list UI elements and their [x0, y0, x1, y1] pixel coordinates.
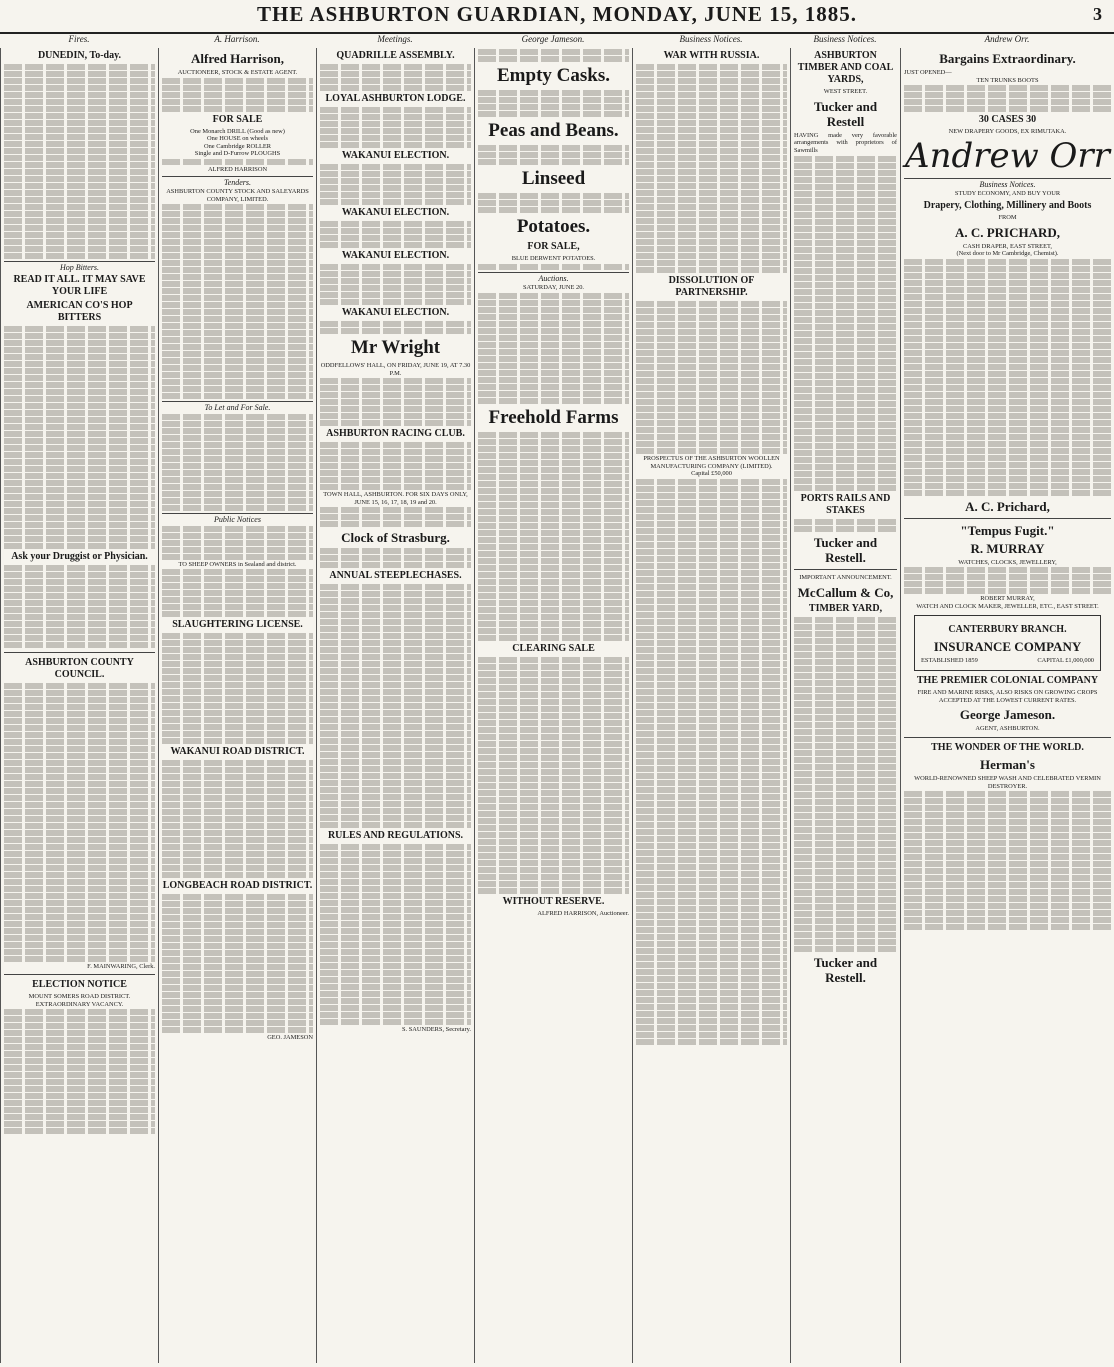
wakanui-election-4: WAKANUI ELECTION.: [341, 307, 450, 318]
house-item: One HOUSE on wheels: [207, 135, 268, 143]
prichard-name: A. C. PRICHARD,: [954, 224, 1061, 240]
harrison-sign: ALFRED HARRISON: [207, 165, 268, 173]
business-notices: Business Notices.: [904, 178, 1111, 189]
col-head-5: Business Notices.: [679, 34, 743, 44]
tenders-heading: Tenders.: [162, 176, 313, 187]
cases-30: 30 CASES 30: [978, 114, 1037, 126]
auction-date: SATURDAY, JUNE 20.: [522, 284, 585, 292]
clearing-sale: CLEARING SALE: [512, 642, 595, 654]
strasburg-clock: Clock of Strasburg.: [341, 530, 450, 546]
col-head-4: George Jameson.: [521, 34, 585, 44]
murray-name-2: ROBERT MURRAY,: [980, 595, 1035, 603]
forsale-heading: FOR SALE: [212, 113, 263, 125]
col2-sign: GEO. JAMESON: [267, 1034, 313, 1042]
important-announcement: IMPORTANT ANNOUNCEMENT.: [799, 574, 892, 582]
from-label: FROM: [998, 213, 1017, 221]
racing-club: ASHBURTON RACING CLUB.: [326, 428, 465, 440]
hop-heading: Hop Bitters.: [4, 261, 155, 272]
potatoes-forsale: FOR SALE,: [527, 241, 580, 252]
hermans: Herman's: [980, 756, 1035, 772]
hop-title: READ IT ALL. IT MAY SAVE YOUR LIFE: [13, 273, 146, 297]
george-jameson: George Jameson.: [959, 707, 1056, 723]
andrew-orr-signature: Andrew Orr: [905, 135, 1110, 176]
dissolution: DISSOLUTION OF PARTNERSHIP.: [668, 275, 755, 298]
col-head-2: A. Harrison.: [214, 34, 260, 44]
harrison-name: Alfred Harrison,: [191, 51, 284, 66]
insurance-emblem: [914, 615, 1101, 672]
just-opened: JUST OPENED—: [904, 69, 952, 76]
wonder-world: THE WONDER OF THE WORLD.: [931, 741, 1084, 753]
let-heading: To Let and For Sale.: [162, 401, 313, 412]
public-heading: Public Notices: [162, 513, 313, 524]
west-street: WEST STREET.: [823, 88, 868, 95]
rules-heading: RULES AND REGULATIONS.: [327, 830, 464, 842]
harrison-role: AUCTIONEER, STOCK & ESTATE AGENT.: [177, 69, 298, 76]
watches-clocks: WATCHES, CLOCKS, JEWELLERY,: [958, 558, 1057, 566]
saunders-sign: S. SAUNDERS, Secretary.: [402, 1026, 471, 1034]
wakanui-road-heading: WAKANUI ROAD DISTRICT.: [170, 746, 305, 758]
insurance-company: INSURANCE COMPANY: [933, 638, 1082, 654]
tucker-restell: Tucker and Restell: [813, 98, 878, 129]
quadrille-heading: QUADRILLE ASSEMBLY.: [336, 50, 455, 61]
column-2: [158, 48, 316, 1363]
agent-ashburton: AGENT, ASHBURTON.: [975, 725, 1040, 733]
slaughter-heading: SLAUGHTERING LICENSE.: [172, 619, 303, 631]
without-reserve: WITHOUT RESERVE.: [502, 895, 605, 907]
trunks-boots: TEN TRUNKS BOOTS: [976, 76, 1039, 84]
tempus-fugit: "Tempus Fugit.": [960, 522, 1055, 538]
council-heading: ASHBURTON COUNTY COUNCIL.: [25, 656, 134, 680]
linseed: Linseed: [521, 168, 586, 189]
newspaper-title: THE ASHBURTON GUARDIAN, MONDAY, JUNE 15, 1885.: [257, 2, 857, 26]
column-7: [900, 48, 1114, 1363]
blue-derwent: BLUE DERWENT POTATOES.: [511, 255, 596, 262]
auctions-heading: Auctions.: [478, 272, 629, 283]
page-number: 3: [1093, 4, 1102, 24]
roller-item: One Cambridge ROLLER: [203, 142, 272, 150]
drapery-clothing: Drapery, Clothing, Millinery and Boots: [923, 199, 1092, 211]
column-6: [790, 48, 900, 1363]
col-head-6: Business Notices.: [813, 34, 877, 44]
col-head-7: Andrew Orr.: [984, 34, 1030, 44]
timber-yards: ASHBURTON TIMBER AND COAL YARDS,: [797, 50, 894, 85]
next-door: (Next door to Mr Cambridge, Chemist).: [956, 250, 1059, 258]
established: ESTABLISHED 1859: [921, 656, 978, 664]
masthead: [0, 0, 1114, 34]
column-3: [316, 48, 474, 1363]
murray-name: R. MURRAY: [970, 540, 1045, 556]
sheepowners-notice: TO SHEEP OWNERS in Sealand and district.: [178, 560, 297, 568]
prospectus: PROSPECTUS OF THE ASHBURTON WOOLLEN MANUFACTURING COMPANY (LIMITED).: [643, 455, 780, 470]
mr-wright: Mr Wright: [350, 337, 441, 358]
oddfellows-hall: ODDFELLOWS' HALL, ON FRIDAY, JUNE 19, AT 7.30 P.M.: [320, 362, 471, 377]
prichard-name-2: A. C. Prichard,: [965, 498, 1050, 514]
war-russia: WAR WITH RUSSIA.: [663, 50, 760, 61]
column-headers: [0, 34, 1114, 48]
column-1: [0, 48, 158, 1363]
tenders-title: ASHBURTON COUNTY STOCK AND SALEYARDS COMPANY, LIMITED.: [166, 188, 309, 203]
drill-item: One Monarch DRILL (Good as new): [190, 127, 285, 135]
fire-marine: FIRE AND MARINE RISKS, ALSO RISKS ON GROWING CROPS ACCEPTED AT THE LOWEST CURRENT RATES.: [917, 689, 1098, 704]
study-economy: STUDY ECONOMY, AND BUY YOUR: [954, 190, 1061, 198]
wakanui-election-2: WAKANUI ELECTION.: [341, 207, 450, 218]
watchmaker: WATCH AND CLOCK MAKER, JEWELLER, ETC., EAST STREET.: [916, 602, 1099, 610]
harrison-auctioneer: ALFRED HARRISON, Auctioneer.: [537, 909, 629, 917]
premier-colonial: THE PREMIER COLONIAL COMPANY: [916, 675, 1099, 687]
potatoes: Potatoes.: [516, 216, 591, 237]
freehold-farms: Freehold Farms: [488, 406, 619, 428]
ploughs-item: Single and D-Furrow PLOUGHS: [194, 150, 281, 158]
hop-tag: Ask your Druggist or Physician.: [11, 550, 148, 562]
wakanui-election-1: WAKANUI ELECTION.: [341, 150, 450, 161]
peas-beans: Peas and Beans.: [488, 120, 619, 141]
cash-draper: CASH DRAPER, EAST STREET,: [962, 242, 1053, 250]
column-5: [632, 48, 790, 1363]
council-sign: F. MAINWARING, Clerk.: [87, 962, 155, 970]
mccallum: McCallum & Co,: [797, 584, 894, 600]
longbeach-heading: LONGBEACH ROAD DISTRICT.: [162, 880, 313, 892]
steeplechases: ANNUAL STEEPLECHASES.: [329, 570, 462, 582]
having-arrangements: HAVING made very favorable arrangements with proprietors of Sawmills: [794, 131, 897, 154]
election-sub: MOUNT SOMERS ROAD DISTRICT. EXTRAORDINARY VACANCY.: [28, 993, 131, 1008]
town-hall: TOWN HALL, ASHBURTON. FOR SIX DAYS ONLY, JUNE 15, 16, 17, 18, 19 and 20.: [323, 491, 468, 506]
hop-sub: AMERICAN CO'S HOP BITTERS: [26, 299, 133, 323]
wakanui-election-3: WAKANUI ELECTION.: [341, 250, 450, 261]
sheep-wash: WORLD-RENOWNED SHEEP WASH AND CELEBRATED VERMIN DESTROYER.: [914, 774, 1101, 790]
new-drapery: NEW DRAPERY GOODS, EX RIMUTAKA.: [948, 128, 1067, 136]
canterbury-branch: CANTERBURY BRANCH.: [948, 623, 1067, 635]
tucker-restell-3: Tucker and Restell.: [813, 954, 878, 985]
bargains: Bargains Extraordinary.: [939, 51, 1076, 66]
fire-heading: DUNEDIN, To-day.: [37, 50, 122, 61]
column-4: [474, 48, 632, 1363]
ports-rails: PORTS RAILS AND STAKES: [800, 493, 891, 517]
timber-yard: TIMBER YARD,: [808, 602, 883, 614]
empty-casks: Empty Casks.: [497, 65, 610, 86]
loyal-heading: LOYAL ASHBURTON LODGE.: [325, 93, 466, 104]
tucker-restell-2: Tucker and Restell.: [813, 535, 878, 566]
col-head-3: Meetings.: [377, 34, 413, 44]
capital-amount: Capital £50,000: [691, 470, 732, 478]
capital: CAPITAL £1,000,000: [1037, 656, 1094, 664]
election-heading: ELECTION NOTICE: [32, 979, 127, 991]
col-head-1: Fires.: [68, 34, 90, 44]
